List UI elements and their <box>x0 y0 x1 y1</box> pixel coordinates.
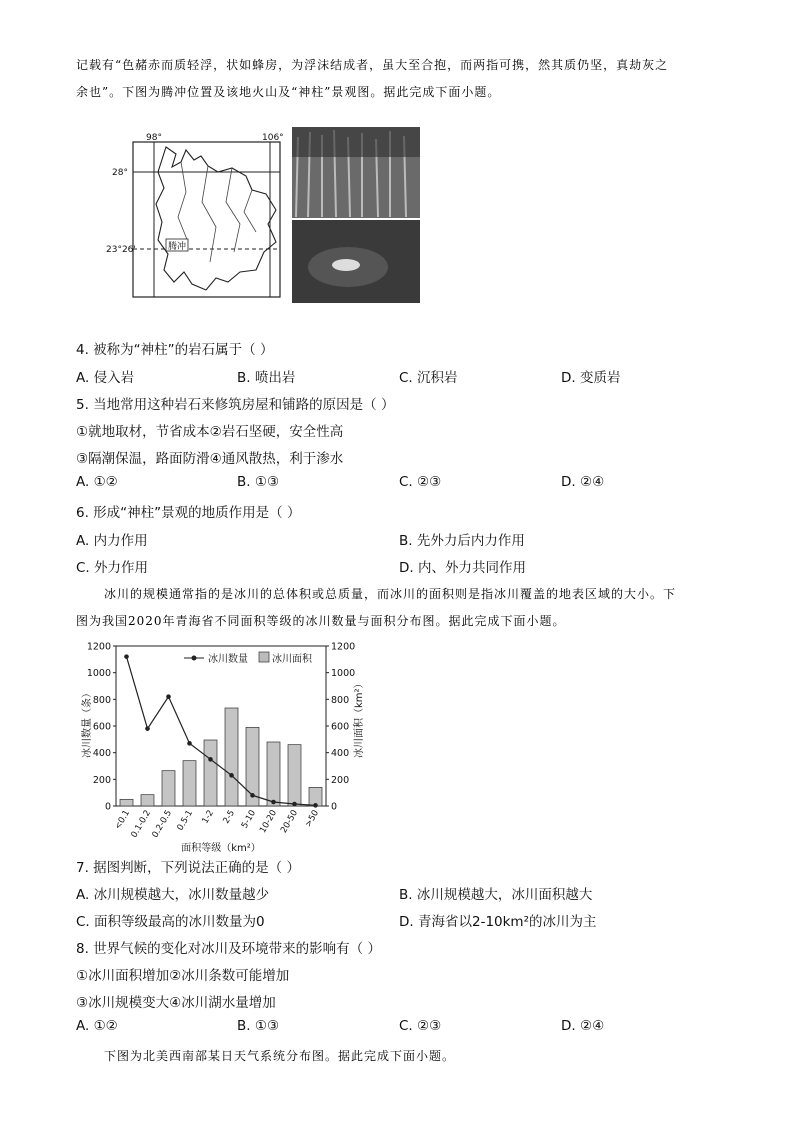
q8-option-d[interactable]: D. ②④ <box>561 1018 605 1034</box>
x-axis-title: 面积等级（km²） <box>181 843 261 854</box>
q5-statement-1: ①就地取材，节省成本②岩石坚硬，安全性高 <box>76 424 344 440</box>
q7-option-d[interactable]: D. 青海省以2-10km²的冰川为主 <box>399 914 597 930</box>
q7-option-b[interactable]: B. 冰川规模越大，冰川面积越大 <box>399 887 593 903</box>
glacier-chart <box>76 640 376 855</box>
legend-count-label: 冰川数量 <box>208 654 248 665</box>
q5-option-c[interactable]: C. ②③ <box>399 474 442 490</box>
q6-option-c[interactable]: C. 外力作用 <box>76 560 149 576</box>
right-axis-tick-label: 200 <box>331 774 350 786</box>
map-lon-right: 106° <box>262 133 284 143</box>
q8-statement-1: ①冰川面积增加②冰川条数可能增加 <box>76 968 290 984</box>
q5-stem: 5. 当地常用这种岩石来修筑房屋和铺路的原因是（ ） <box>76 397 395 413</box>
count-point <box>313 803 318 808</box>
right-axis-tick-label: 800 <box>331 694 350 706</box>
map-place-label: 腾冲 <box>168 242 187 252</box>
tengchong-location-map <box>106 132 286 302</box>
q8-option-c[interactable]: C. ②③ <box>399 1018 442 1034</box>
q5-option-b[interactable]: B. ①③ <box>237 474 280 490</box>
area-bar <box>204 740 217 806</box>
right-axis-tick-label: 0 <box>331 801 338 813</box>
x-axis-tick-label: 20-50 <box>279 808 301 835</box>
map-lon-left: 98° <box>146 133 162 143</box>
count-point <box>229 773 234 778</box>
q7-stem: 7. 据图判断，下列说法正确的是（ ） <box>76 860 300 876</box>
q7-option-a[interactable]: A. 冰川规模越大，冰川数量越少 <box>76 887 270 903</box>
left-axis-tick-label: 200 <box>92 774 111 786</box>
q5-option-d[interactable]: D. ②④ <box>561 474 605 490</box>
area-bar <box>288 745 301 806</box>
x-axis-tick-label: 1-2 <box>200 808 217 826</box>
q4-option-c[interactable]: C. 沉积岩 <box>399 370 458 386</box>
left-axis-tick-label: 0 <box>104 801 111 813</box>
right-axis-title: 冰川面积（km²） <box>354 678 365 758</box>
q8-option-a[interactable]: A. ①② <box>76 1018 118 1034</box>
q6-option-d[interactable]: D. 内、外力共同作用 <box>399 560 526 576</box>
q4-option-d[interactable]: D. 变质岩 <box>561 370 621 386</box>
q7-option-c[interactable]: C. 面积等级最高的冰川数量为0 <box>76 914 265 930</box>
count-point <box>271 800 276 805</box>
count-point <box>166 694 171 699</box>
area-bar <box>183 761 196 806</box>
right-axis-tick-label: 400 <box>331 748 350 760</box>
x-axis-tick-label: 2-5 <box>221 808 238 826</box>
count-point <box>208 757 213 762</box>
legend-bar-swatch <box>259 652 269 662</box>
area-bar <box>225 708 238 806</box>
map-lat-bottom: 23°26' <box>106 245 136 255</box>
area-bar <box>162 771 175 806</box>
legend-area-label: 冰川面积 <box>272 654 312 665</box>
count-point <box>145 726 150 731</box>
q6-option-a[interactable]: A. 内力作用 <box>76 533 148 549</box>
intro-line-1: 记载有“色赭赤而质轻浮，状如蜂房，为浮沫结成者，虽大至合抱，而两指可携，然其质仍坚，真劫灰之 <box>76 58 669 72</box>
x-axis-tick-label: 5-10 <box>239 808 259 831</box>
left-axis-tick-label: 1200 <box>86 641 111 653</box>
intro2-line-1: 冰川的规模通常指的是冰川的总体积或总质量，而冰川的面积则是指冰川覆盖的地表区域的大小。下 <box>104 587 677 601</box>
q8-option-b[interactable]: B. ①③ <box>237 1018 280 1034</box>
right-axis-tick-label: 600 <box>331 721 350 733</box>
area-bar <box>141 795 154 806</box>
q8-stem: 8. 世界气候的变化对冰川及环境带来的影响有（ ） <box>76 941 381 957</box>
count-line <box>127 657 316 806</box>
q4-stem: 4. 被称为“神柱”的岩石属于（ ） <box>76 342 274 358</box>
count-point <box>124 654 129 659</box>
left-axis-tick-label: 400 <box>92 748 111 760</box>
count-point <box>292 802 297 807</box>
q6-option-b[interactable]: B. 先外力后内力作用 <box>399 533 525 549</box>
left-axis-tick-label: 600 <box>92 721 111 733</box>
q5-option-a[interactable]: A. ①② <box>76 474 118 490</box>
area-bar <box>120 799 133 806</box>
count-point <box>250 793 255 798</box>
x-axis-tick-label: 0.1-0.2 <box>129 808 154 840</box>
x-axis-tick-label: >50 <box>303 808 322 830</box>
area-bar <box>267 742 280 806</box>
x-axis-tick-label: <0.1 <box>113 808 133 832</box>
x-axis-tick-label: 0.2-0.5 <box>150 808 175 840</box>
q6-stem: 6. 形成“神柱”景观的地质作用是（ ） <box>76 505 301 521</box>
left-axis-tick-label: 1000 <box>86 668 111 680</box>
q8-statement-2: ③冰川规模变大④冰川湖水量增加 <box>76 995 276 1011</box>
legend-dot-swatch <box>192 656 197 661</box>
left-axis-title: 冰川数量（条） <box>82 688 93 758</box>
intro2-line-2: 图为我国2020年青海省不同面积等级的冰川数量与面积分布图。据此完成下面小题。 <box>76 614 566 628</box>
x-axis-tick-label: 10-20 <box>258 808 280 835</box>
q5-statement-2: ③隔潮保温，路面防滑④通风散热，利于渗水 <box>76 451 344 467</box>
intro-line-2: 余也”。下图为腾冲位置及该地火山及“神柱”景观图。据此完成下面小题。 <box>76 85 501 99</box>
right-axis-tick-label: 1200 <box>331 641 356 653</box>
left-axis-tick-label: 800 <box>92 694 111 706</box>
q4-option-a[interactable]: A. 侵入岩 <box>76 370 135 386</box>
count-point <box>187 741 192 746</box>
map-lat-top: 28° <box>112 168 128 178</box>
x-axis-tick-label: 0.5-1 <box>175 808 196 833</box>
shenzhu-volcano-photo <box>292 127 420 303</box>
right-axis-tick-label: 1000 <box>331 668 356 680</box>
intro3-line-1: 下图为北美西南部某日天气系统分布图。据此完成下面小题。 <box>104 1049 456 1063</box>
q4-option-b[interactable]: B. 喷出岩 <box>237 370 296 386</box>
